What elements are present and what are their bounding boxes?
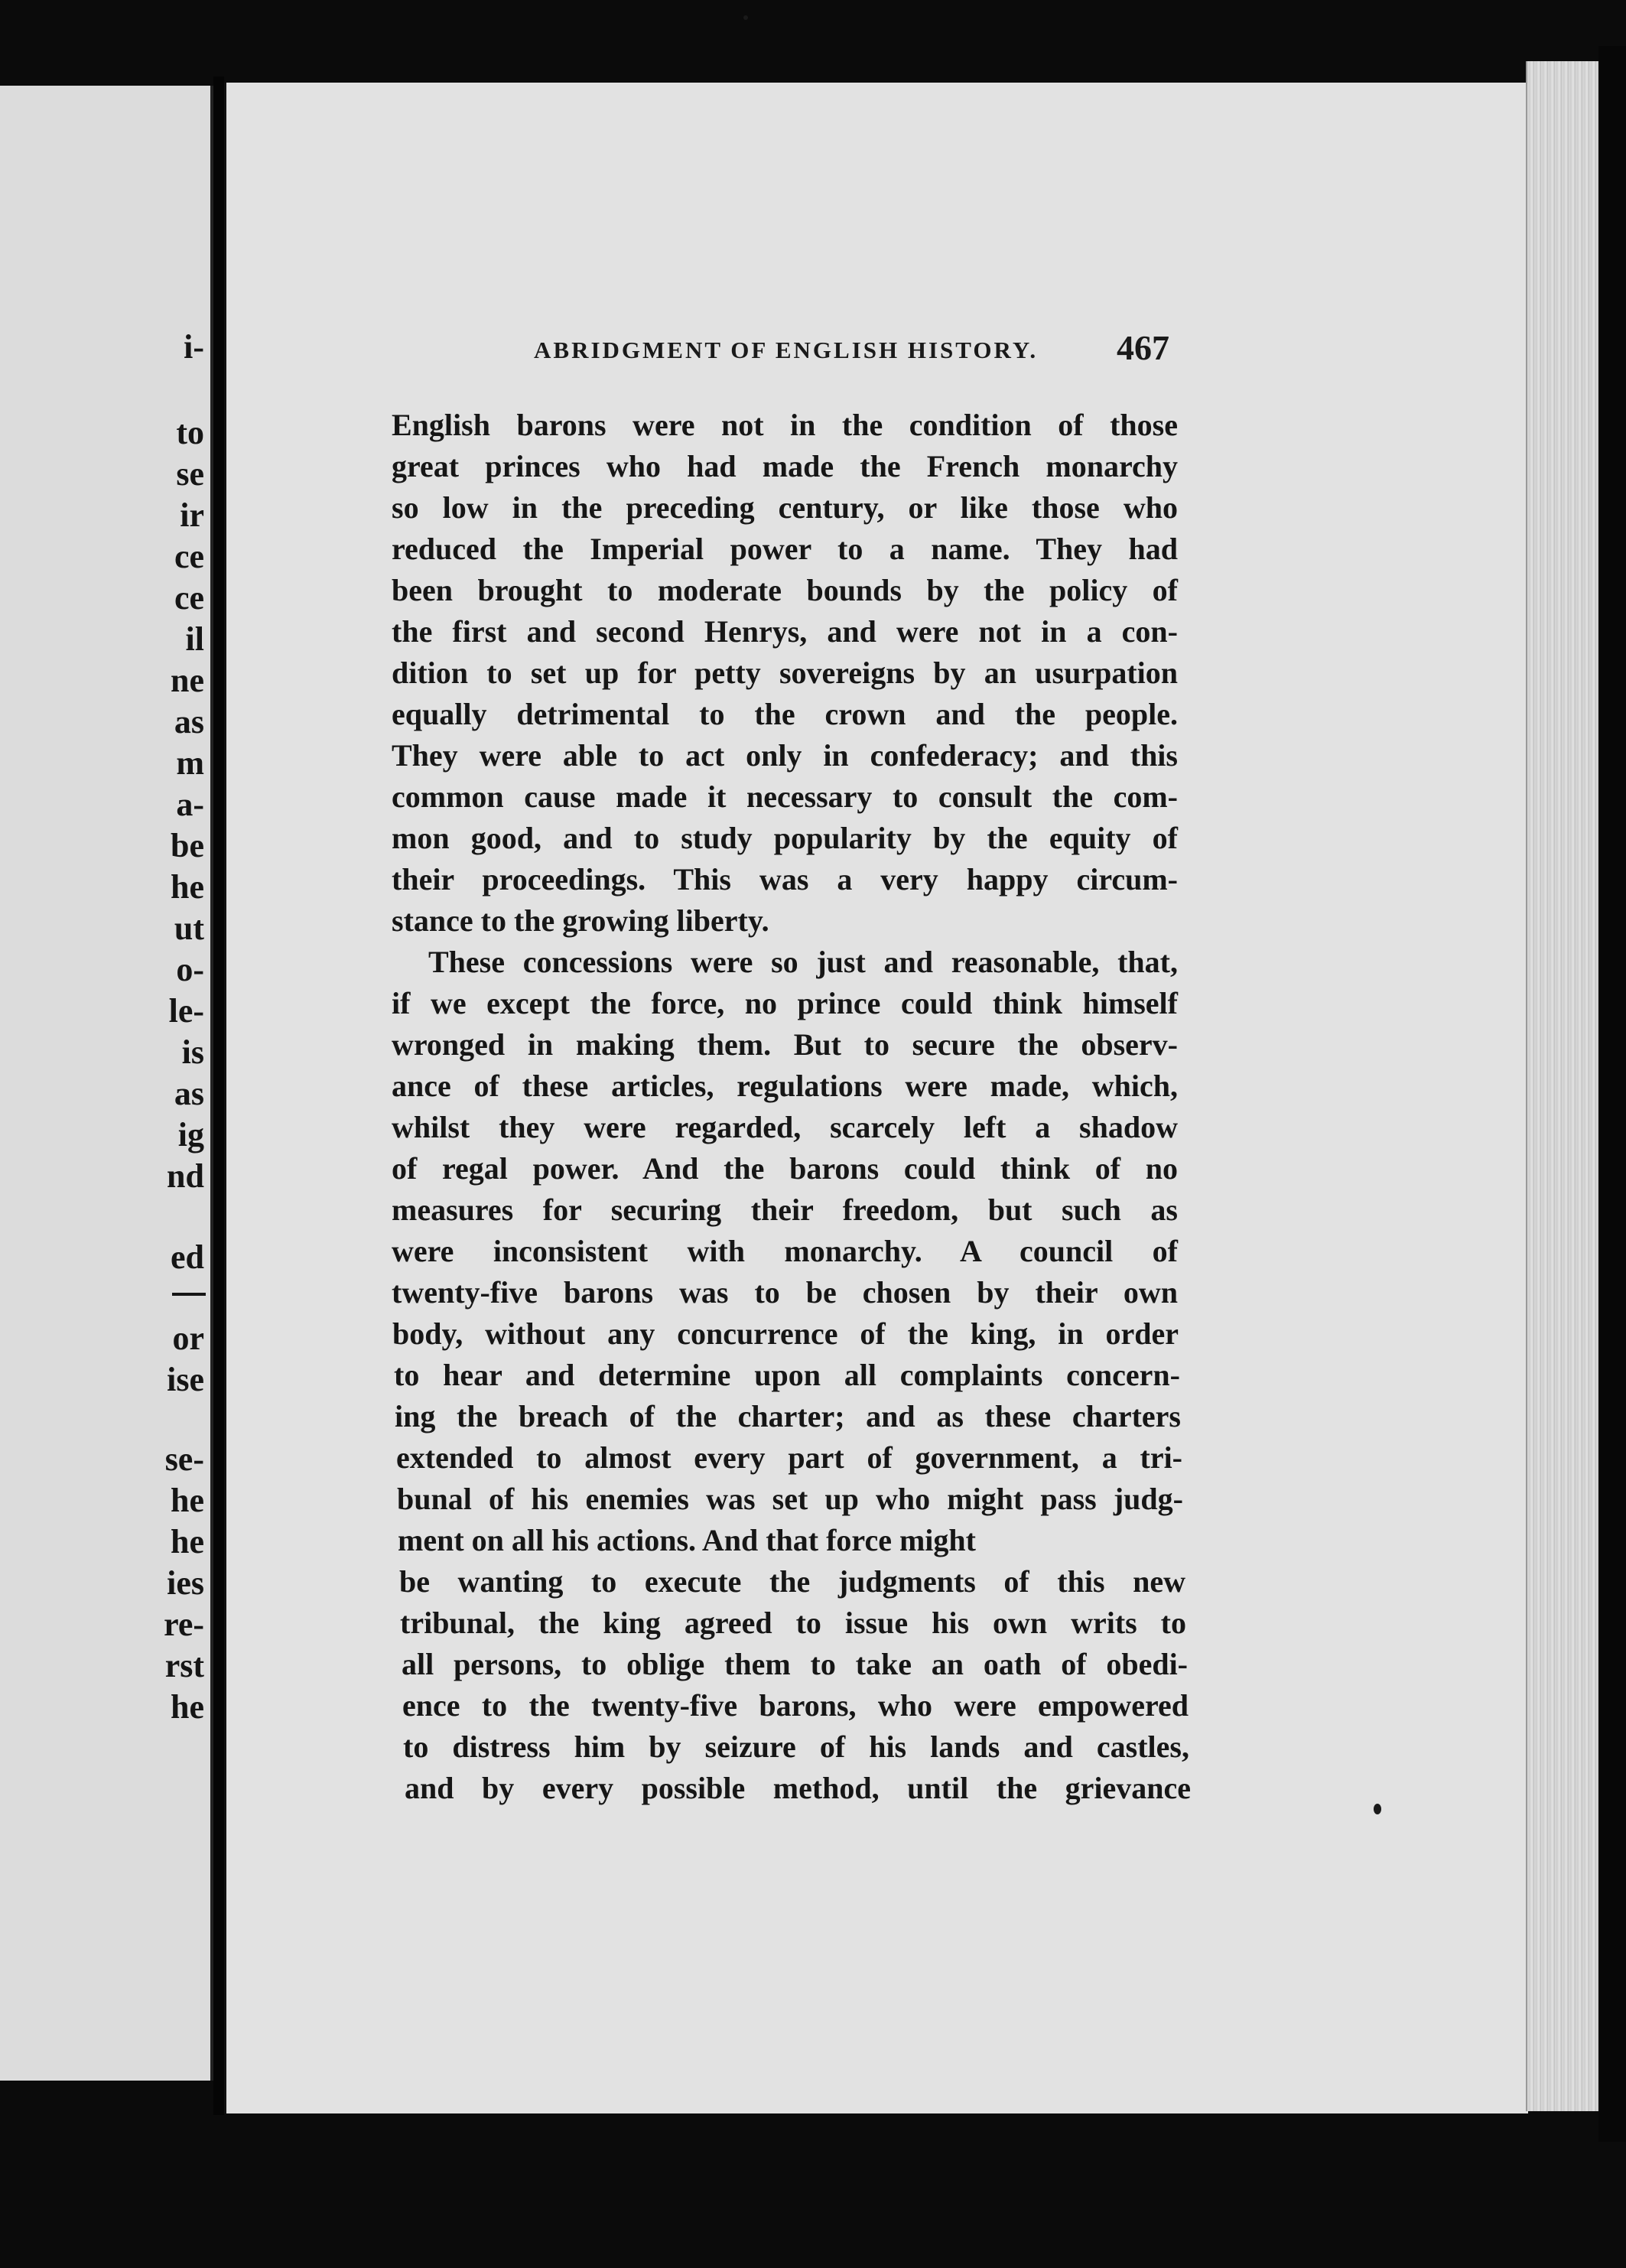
left-page-line-fragment: i- — [184, 328, 204, 366]
left-page-line-fragment: ut — [174, 909, 204, 947]
body-text-line: ence to the twenty-five barons, who were empowered — [402, 1688, 1189, 1723]
left-page-line-fragment: as — [174, 1075, 204, 1112]
left-facing-page — [0, 86, 213, 2081]
left-page-line-fragment: or — [172, 1319, 204, 1357]
body-text-line: stance to the growing liberty. — [392, 903, 769, 938]
body-text-line: to hear and determine upon all complaints concern- — [394, 1358, 1180, 1392]
left-page-line-fragment: o- — [176, 951, 204, 988]
page-stack-edge — [1526, 61, 1600, 2111]
left-page-line-fragment: ig — [177, 1116, 204, 1154]
body-text-line: the first and second Henrys, and were not in a con- — [392, 614, 1178, 649]
running-head: ABRIDGMENT OF ENGLISH HISTORY. — [534, 337, 1039, 363]
body-text-line: wronged in making them. But to secure the observ- — [392, 1027, 1178, 1062]
body-text-line: body, without any concurrence of the king, in order — [392, 1316, 1179, 1351]
body-text-line: dition to set up for petty sovereigns by an usurpation — [392, 656, 1178, 690]
left-page-line-fragment: ce — [174, 579, 204, 617]
ink-speck — [1374, 1804, 1381, 1814]
body-text-line: ment on all his actions. And that force might — [398, 1523, 976, 1557]
left-page-line-fragment: re- — [164, 1606, 204, 1643]
left-page-rule — [172, 1293, 206, 1296]
book-gutter — [213, 76, 224, 2115]
scan-border — [1598, 46, 1626, 2142]
left-page-line-fragment: ise — [167, 1361, 204, 1398]
body-text-line: whilst they were regarded, scarcely left a shadow — [392, 1110, 1178, 1144]
left-page-line-fragment: be — [171, 827, 204, 864]
body-text-line: tribunal, the king agreed to issue his own writs to — [400, 1606, 1186, 1640]
left-page-line-fragment: le- — [168, 992, 204, 1030]
body-text-line: and by every possible method, until the grievance — [405, 1771, 1191, 1805]
left-page-line-fragment: se- — [164, 1440, 204, 1478]
left-page-line-fragment: ne — [171, 662, 204, 699]
left-page-line-fragment: ir — [180, 496, 204, 534]
body-text-line: extended to almost every part of government, a tri- — [396, 1440, 1182, 1475]
ink-speck — [743, 15, 748, 20]
body-text-line: were inconsistent with monarchy. A council of — [392, 1234, 1178, 1268]
left-page-line-fragment: ies — [167, 1564, 204, 1602]
left-page-line-fragment: nd — [167, 1157, 204, 1195]
left-page-line-fragment: il — [185, 620, 204, 658]
body-text-line: measures for securing their freedom, but such as — [392, 1193, 1178, 1227]
page-number: 467 — [1117, 328, 1169, 367]
body-text-line: common cause made it necessary to consult the com- — [392, 779, 1178, 814]
body-text-line: These concessions were so just and reasonable, that, — [428, 945, 1178, 979]
left-page-line-fragment: he — [171, 1688, 204, 1726]
body-text-line: ance of these articles, regulations were made, which, — [392, 1069, 1178, 1103]
body-text-line: ing the breach of the charter; and as these charters — [395, 1399, 1181, 1433]
left-page-line-fragment: ed — [171, 1238, 204, 1276]
left-page-line-fragment: ce — [174, 538, 204, 575]
body-text-line: great princes who had made the French monarchy — [392, 449, 1178, 483]
left-page-line-fragment: is — [181, 1033, 204, 1071]
body-text-line: be wanting to execute the judgments of this new — [399, 1564, 1185, 1599]
left-page-line-fragment: rst — [164, 1647, 204, 1684]
body-text-line: They were able to act only in confederacy; and this — [392, 738, 1178, 773]
body-text-line: reduced the Imperial power to a name. They had — [392, 532, 1178, 566]
left-page-line-fragment: m — [176, 744, 204, 782]
left-page-line-fragment: as — [174, 703, 204, 740]
body-text-line: been brought to moderate bounds by the policy of — [392, 573, 1178, 607]
body-text-line: so low in the preceding century, or like those who — [392, 490, 1178, 525]
body-text-line: mon good, and to study popularity by the equity of — [392, 821, 1178, 855]
left-page-line-fragment: a- — [176, 786, 204, 823]
left-page-line-fragment: to — [176, 414, 204, 451]
body-text-line: of regal power. And the barons could think of no — [392, 1151, 1178, 1186]
body-text-line: if we except the force, no prince could think himself — [392, 986, 1178, 1020]
body-text-line: twenty-five barons was to be chosen by their own — [392, 1275, 1178, 1310]
left-page-line-fragment: he — [171, 868, 204, 906]
left-page-line-fragment: he — [171, 1482, 204, 1519]
left-page-line-fragment: he — [171, 1523, 204, 1560]
left-page-line-fragment: se — [176, 455, 204, 493]
body-text-line: all persons, to oblige them to take an oath of obedi- — [402, 1647, 1188, 1681]
body-text-line: English barons were not in the condition of those — [392, 408, 1178, 442]
body-text-line: equally detrimental to the crown and the people. — [392, 697, 1178, 731]
body-text-line: their proceedings. This was a very happy circum- — [392, 862, 1178, 896]
body-text-line: to distress him by seizure of his lands and castles, — [403, 1729, 1189, 1764]
body-text-line: bunal of his enemies was set up who might pass judg- — [397, 1482, 1183, 1516]
